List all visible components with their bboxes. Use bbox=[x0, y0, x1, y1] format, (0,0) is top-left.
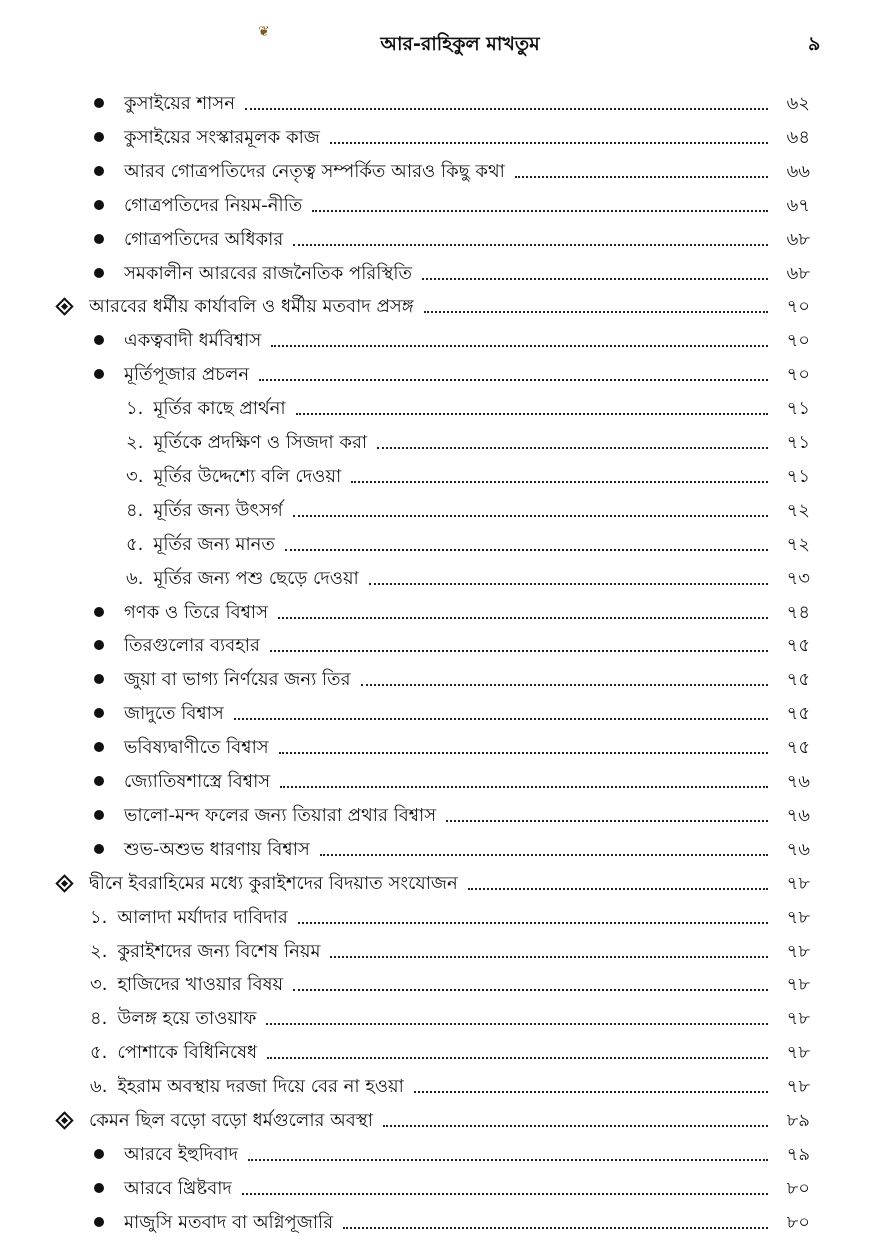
entry-number: ৬. bbox=[90, 1076, 108, 1098]
entry-page-number: ৬৮ bbox=[786, 262, 810, 284]
entry-title: সমকালীন আরবের রাজনৈতিক পরিস্থিতি bbox=[124, 262, 412, 284]
toc-entry bbox=[94, 188, 810, 218]
toc-entry bbox=[58, 1103, 810, 1133]
entry-page-number: ৭৫ bbox=[786, 635, 810, 657]
dot-leader bbox=[424, 311, 768, 313]
bullet-icon bbox=[94, 674, 104, 684]
entry-page-number: ৭১ bbox=[786, 465, 810, 487]
entry-number: ৪. bbox=[90, 1008, 108, 1030]
entry-title: জাদুতে বিশ্বাস bbox=[124, 703, 224, 725]
dot-leader bbox=[330, 956, 768, 958]
bullet-icon bbox=[94, 268, 104, 278]
toc-entry bbox=[94, 222, 810, 252]
bullet-icon bbox=[94, 1217, 104, 1227]
diamond-icon bbox=[58, 1114, 71, 1127]
dot-leader bbox=[293, 515, 768, 517]
bullet-icon bbox=[94, 844, 104, 854]
dot-leader bbox=[278, 617, 768, 619]
bullet-icon bbox=[94, 132, 104, 142]
entry-number: ৩. bbox=[126, 465, 144, 487]
dot-leader bbox=[377, 447, 768, 449]
entry-page-number: ৭৪ bbox=[786, 601, 810, 623]
toc-entry bbox=[126, 493, 810, 523]
entry-title: মূর্তির জন্য মানত bbox=[153, 533, 275, 555]
toc-entry bbox=[94, 323, 810, 353]
entry-title: জুয়া বা ভাগ্য নির্ণয়ের জন্য তির bbox=[124, 669, 351, 691]
entry-page-number: ৭০ bbox=[786, 330, 810, 352]
entry-page-number: ৭৮ bbox=[786, 1076, 810, 1098]
dot-leader bbox=[279, 752, 768, 754]
dot-leader bbox=[296, 413, 768, 415]
toc-entry bbox=[90, 967, 810, 997]
entry-number: ২. bbox=[90, 940, 108, 962]
dot-leader bbox=[298, 922, 768, 924]
entry-title: আরব গোত্রপতিদের নেতৃত্ব সম্পর্কিত আরও কিছু কথা bbox=[124, 160, 505, 182]
dot-leader bbox=[267, 1057, 768, 1059]
entry-page-number: ৭৫ bbox=[786, 669, 810, 691]
dot-leader bbox=[361, 684, 768, 686]
dot-leader bbox=[369, 583, 768, 585]
entry-title: আরবের ধর্মীয় কার্যাবলি ও ধর্মীয় মতবাদ প্রসঙ্গ bbox=[89, 296, 414, 318]
dot-leader bbox=[259, 379, 768, 381]
dot-leader bbox=[422, 278, 768, 280]
dot-leader bbox=[343, 1227, 768, 1229]
bullet-icon bbox=[94, 1149, 104, 1159]
dot-leader bbox=[330, 142, 768, 144]
bullet-icon bbox=[94, 335, 104, 345]
entry-title: কেমন ছিল বড়ো বড়ো ধর্মগুলোর অবস্থা bbox=[89, 1110, 373, 1131]
entry-number: ১. bbox=[90, 906, 108, 928]
dot-leader bbox=[293, 989, 768, 991]
dot-leader bbox=[468, 888, 768, 890]
entry-title: উলঙ্গ হয়ে তাওয়াফ bbox=[117, 1008, 257, 1030]
entry-title: ইহরাম অবস্থায় দরজা দিয়ে বের না হওয়া bbox=[117, 1076, 404, 1098]
entry-page-number: ৭৮ bbox=[786, 1042, 810, 1064]
dot-leader bbox=[270, 650, 768, 652]
toc-entry bbox=[94, 256, 810, 286]
bullet-icon bbox=[94, 640, 104, 650]
bullet-icon bbox=[94, 810, 104, 820]
entry-title: কুসাইয়ের শাসন bbox=[124, 93, 236, 114]
entry-page-number: ৭৮ bbox=[786, 940, 810, 962]
toc-entry bbox=[94, 832, 810, 862]
entry-page-number: ৬৪ bbox=[786, 126, 810, 148]
dot-leader bbox=[280, 786, 768, 788]
entry-number: ৬. bbox=[126, 567, 144, 589]
entry-title: কুসাইয়ের সংস্কারমূলক কাজ bbox=[124, 126, 320, 148]
entry-page-number: ৭০ bbox=[786, 364, 810, 386]
toc-entry bbox=[94, 1171, 810, 1201]
entry-title: পোশাকে বিধিনিষেধ bbox=[117, 1042, 258, 1064]
ink-mark: ❦ bbox=[258, 24, 270, 40]
entry-page-number: ৭০ bbox=[786, 296, 810, 318]
entry-title: গণক ও তিরে বিশ্বাস bbox=[124, 601, 269, 623]
entry-title: মূর্তির জন্য পশু ছেড়ে দেওয়া bbox=[153, 567, 359, 589]
bullet-icon bbox=[94, 708, 104, 718]
entry-title: গোত্রপতিদের অধিকার bbox=[124, 228, 284, 250]
entry-page-number: ৭৮ bbox=[786, 974, 810, 996]
dot-leader bbox=[312, 210, 768, 212]
entry-title: একত্ববাদী ধর্মবিশ্বাস bbox=[124, 330, 262, 352]
page-header bbox=[0, 30, 870, 60]
dot-leader bbox=[248, 1159, 768, 1161]
toc-entry bbox=[126, 561, 810, 591]
bullet-icon bbox=[94, 776, 104, 786]
entry-page-number: ৬২ bbox=[786, 93, 810, 114]
bullet-icon bbox=[94, 234, 104, 244]
toc-entry bbox=[94, 595, 810, 625]
toc-entry bbox=[126, 459, 810, 489]
entry-title: মূর্তিপূজার প্রচলন bbox=[124, 364, 250, 386]
entry-page-number: ৭১ bbox=[786, 398, 810, 420]
toc-entry bbox=[126, 527, 810, 557]
entry-title: ভালো-মন্দ ফলের জন্য তিয়ারা প্রথার বিশ্বাস bbox=[124, 804, 437, 826]
entry-page-number: ৭১ bbox=[786, 432, 810, 453]
dot-leader bbox=[234, 718, 768, 720]
dot-leader bbox=[245, 108, 768, 110]
diamond-icon bbox=[58, 300, 71, 313]
bullet-icon bbox=[94, 166, 104, 176]
toc-entry bbox=[90, 1001, 810, 1031]
dot-leader bbox=[515, 176, 768, 178]
entry-page-number: ৭২ bbox=[786, 499, 810, 521]
bullet-icon bbox=[94, 98, 104, 108]
dot-leader bbox=[271, 345, 768, 347]
dot-leader bbox=[351, 481, 768, 483]
toc-entry bbox=[126, 425, 810, 455]
entry-page-number: ৬৭ bbox=[786, 194, 810, 216]
toc-entry bbox=[94, 120, 810, 150]
entry-title: গোত্রপতিদের নিয়ম-নীতি bbox=[124, 194, 303, 216]
diamond-icon bbox=[58, 877, 71, 890]
entry-page-number: ৭৮ bbox=[786, 906, 810, 928]
entry-title: তিরগুলোর ব্যবহার bbox=[124, 635, 260, 657]
entry-number: ৫. bbox=[90, 1042, 108, 1064]
dot-leader bbox=[446, 820, 768, 822]
dot-leader bbox=[320, 854, 768, 856]
toc-entry bbox=[94, 662, 810, 692]
entry-title: মূর্তিকে প্রদক্ষিণ ও সিজদা করা bbox=[153, 432, 368, 453]
toc-entry bbox=[94, 628, 810, 658]
toc-entry bbox=[90, 1069, 810, 1099]
running-title: আর-রাহিকুল মাখতুম bbox=[380, 33, 540, 55]
entry-page-number: ৬৮ bbox=[786, 228, 810, 250]
bullet-icon bbox=[94, 742, 104, 752]
entry-page-number: ৭৬ bbox=[786, 771, 810, 792]
toc-entry bbox=[58, 866, 810, 896]
toc-entry bbox=[94, 154, 810, 184]
dot-leader bbox=[293, 244, 768, 246]
dot-leader bbox=[414, 1091, 768, 1093]
toc-entry bbox=[58, 289, 810, 319]
entry-page-number: ৭৯ bbox=[786, 1143, 810, 1165]
entry-title: মূর্তির জন্য উৎসর্গ bbox=[153, 499, 283, 521]
bullet-icon bbox=[94, 369, 104, 379]
entry-title: মূর্তির কাছে প্রার্থনা bbox=[153, 398, 286, 420]
entry-title: ভবিষ্যদ্বাণীতে বিশ্বাস bbox=[124, 737, 269, 759]
entry-number: ৪. bbox=[126, 499, 144, 521]
toc-entry bbox=[90, 1035, 810, 1065]
entry-number: ২. bbox=[126, 432, 144, 453]
toc-entry bbox=[126, 391, 810, 421]
entry-title: মাজুসি মতবাদ বা অগ্নিপূজারি bbox=[124, 1211, 334, 1233]
entry-page-number: ৭৮ bbox=[786, 872, 810, 894]
entry-page-number: ৭৩ bbox=[786, 567, 810, 589]
entry-number: ৫. bbox=[126, 533, 144, 555]
bullet-icon bbox=[94, 200, 104, 210]
entry-title: আরবে খ্রিষ্টবাদ bbox=[124, 1177, 232, 1199]
toc-entry bbox=[94, 798, 810, 828]
dot-leader bbox=[266, 1023, 768, 1025]
entry-title: দ্বীনে ইবরাহিমের মধ্যে কুরাইশদের বিদয়াত সংযোজন bbox=[89, 872, 458, 894]
toc-entry bbox=[94, 730, 810, 760]
toc-entry bbox=[90, 934, 810, 964]
entry-page-number: ৮০ bbox=[786, 1211, 810, 1233]
entry-page-number: ৭৫ bbox=[786, 703, 810, 725]
entry-page-number: ৬৬ bbox=[786, 160, 810, 182]
bullet-icon bbox=[94, 607, 104, 617]
entry-title: আরবে ইহুদিবাদ bbox=[124, 1143, 239, 1165]
entry-page-number: ৭৫ bbox=[786, 737, 810, 759]
entry-title: জ্যোতিষশাস্ত্রে বিশ্বাস bbox=[124, 771, 271, 792]
dot-leader bbox=[242, 1193, 768, 1195]
page-number: ৯ bbox=[808, 33, 821, 55]
entry-page-number: ৭৬ bbox=[786, 838, 810, 860]
bullet-icon bbox=[94, 1183, 104, 1193]
dot-leader bbox=[285, 549, 768, 551]
entry-page-number: ৭৮ bbox=[786, 1008, 810, 1030]
toc-entry bbox=[94, 764, 810, 794]
toc-entry bbox=[94, 1205, 810, 1235]
entry-number: ১. bbox=[126, 398, 144, 420]
entry-title: কুরাইশদের জন্য বিশেষ নিয়ম bbox=[117, 940, 321, 962]
entry-title: হাজিদের খাওয়ার বিষয় bbox=[117, 974, 284, 996]
toc-entry bbox=[94, 357, 810, 387]
entry-page-number: ৭২ bbox=[786, 533, 810, 555]
entry-page-number: ৮৯ bbox=[786, 1110, 810, 1131]
toc-entry bbox=[90, 900, 810, 930]
toc-entry bbox=[94, 696, 810, 726]
toc-entry bbox=[94, 1137, 810, 1167]
toc-entry bbox=[94, 86, 810, 116]
entry-page-number: ৭৬ bbox=[786, 804, 810, 826]
entry-title: আলাদা মর্যাদার দাবিদার bbox=[117, 906, 288, 928]
dot-leader bbox=[383, 1125, 768, 1127]
entry-number: ৩. bbox=[90, 974, 108, 996]
entry-page-number: ৮০ bbox=[786, 1177, 810, 1199]
entry-title: শুভ-অশুভ ধারণায় বিশ্বাস bbox=[124, 838, 310, 860]
entry-title: মূর্তির উদ্দেশ্যে বলি দেওয়া bbox=[153, 465, 342, 487]
